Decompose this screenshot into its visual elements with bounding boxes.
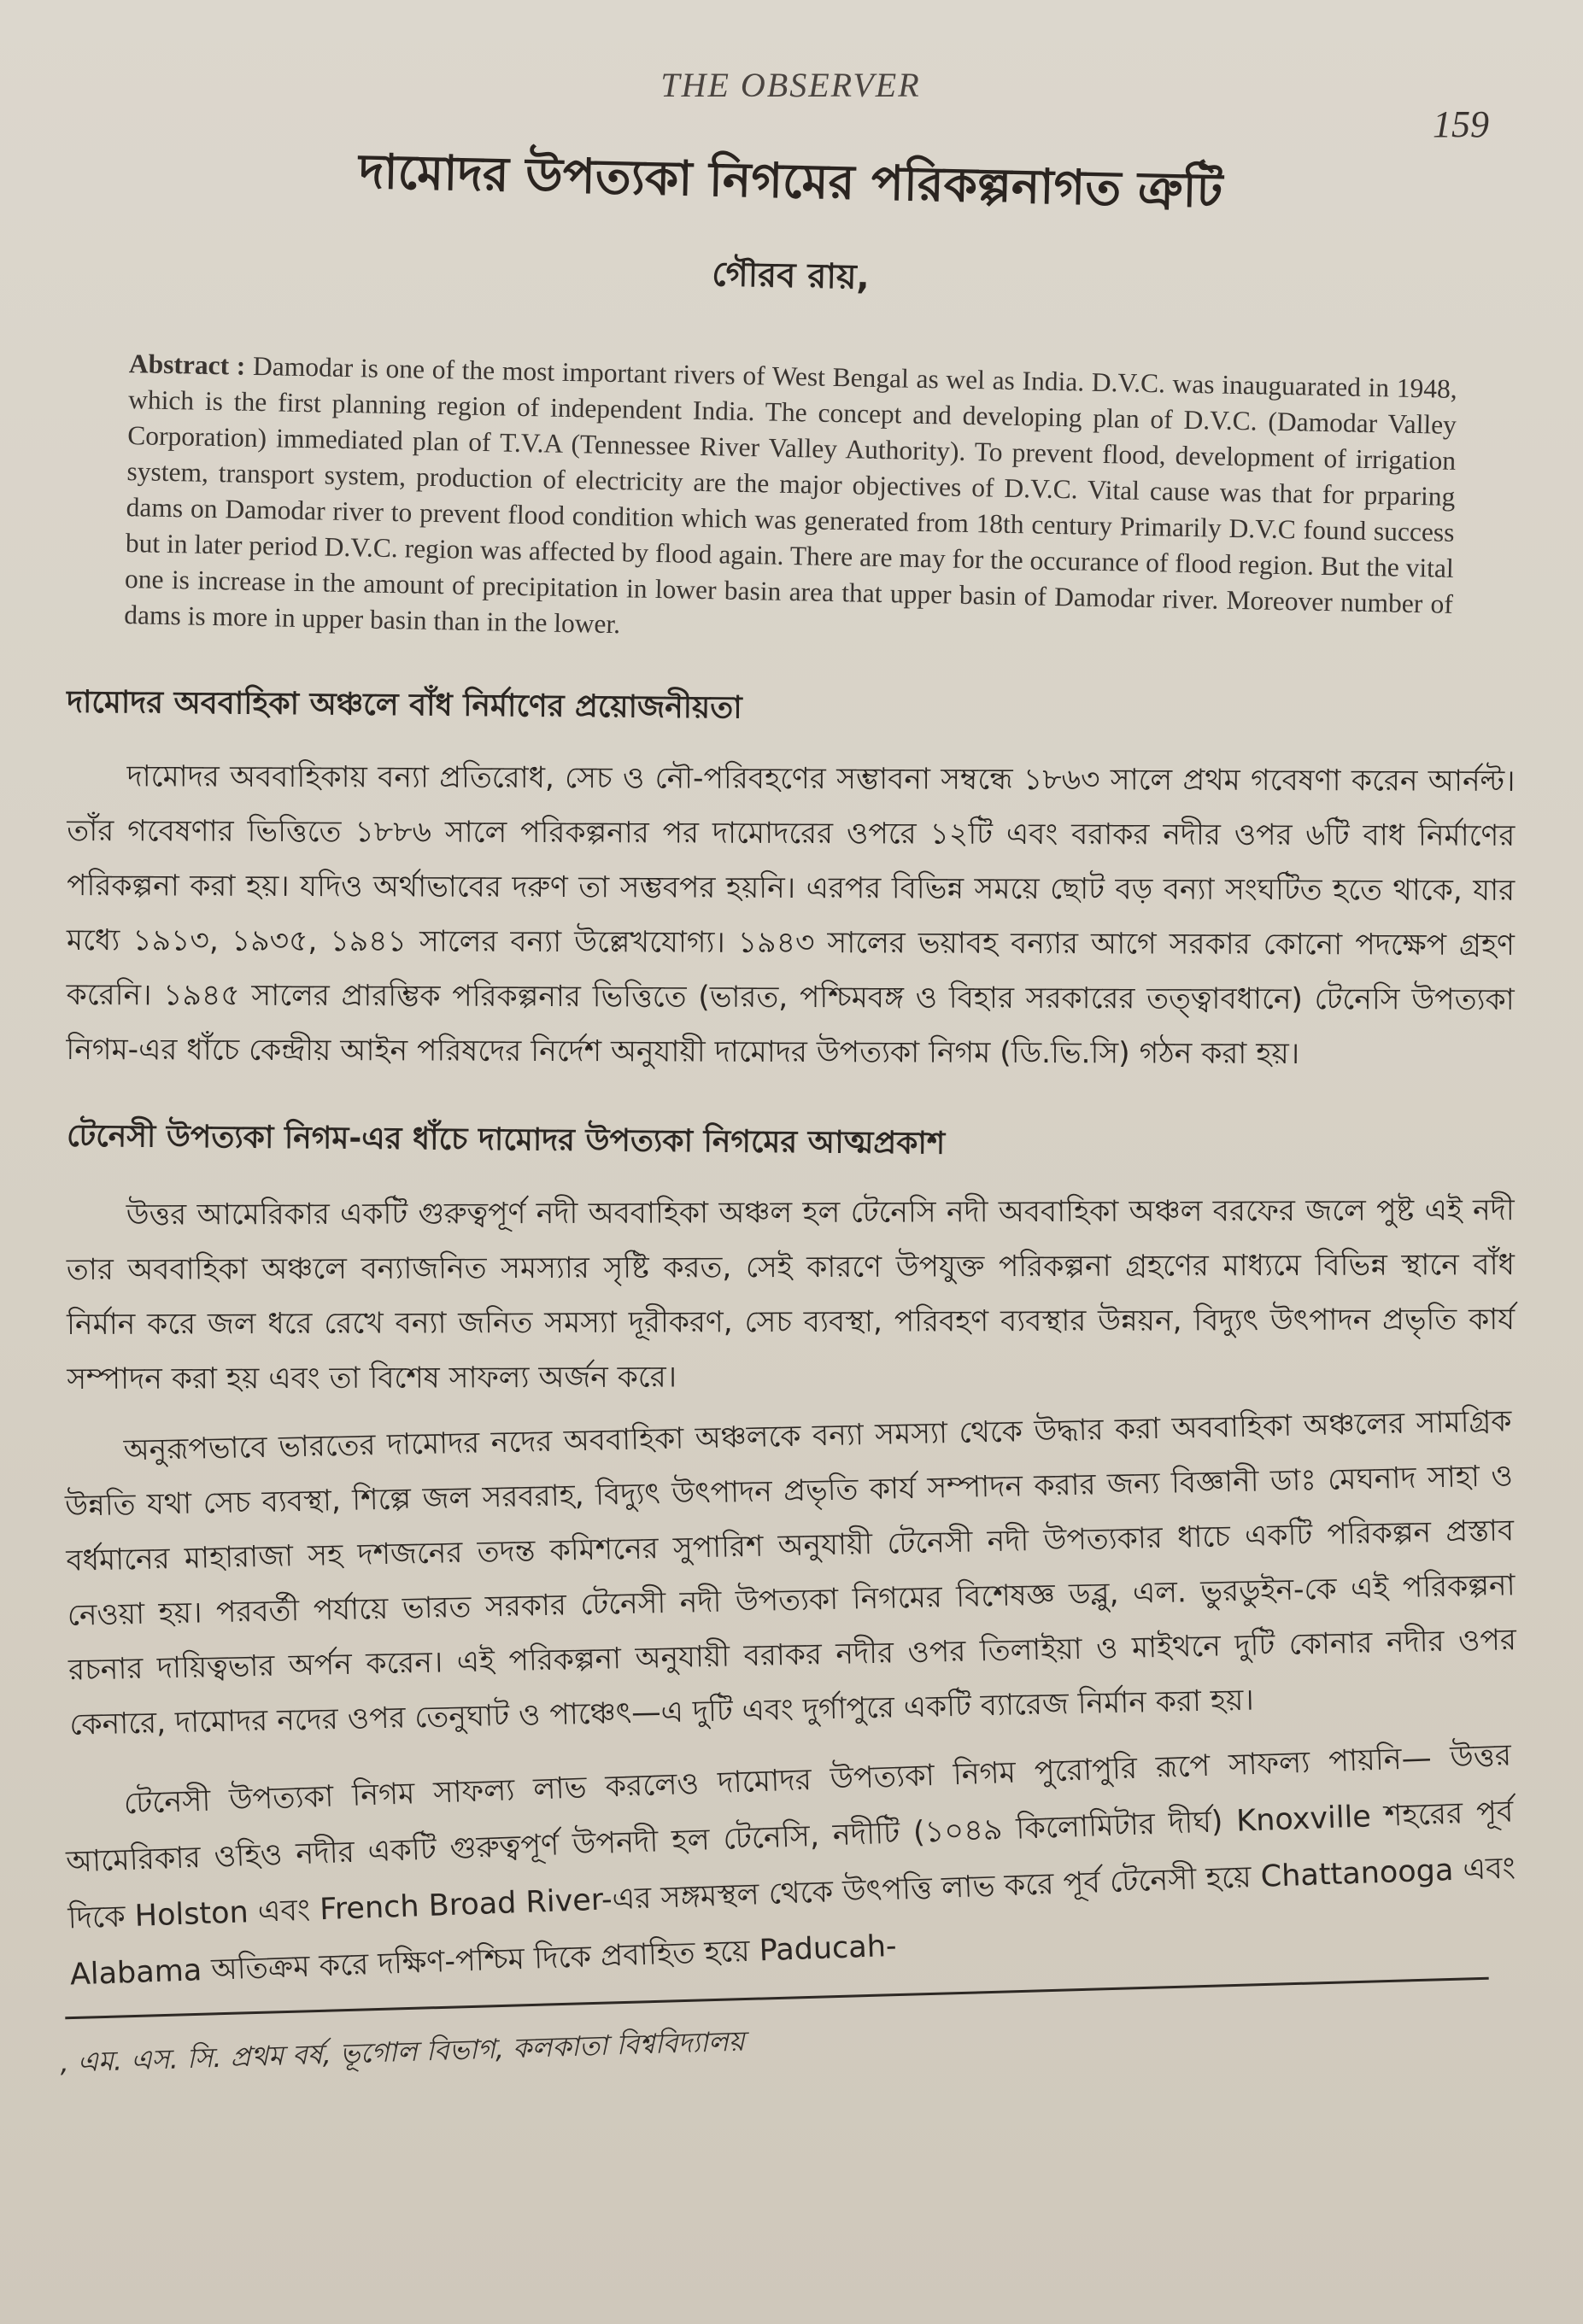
page-number: 159 xyxy=(1433,103,1489,145)
section-2-paragraph-2: অনুরূপভাবে ভারতের দামোদর নদের অববাহিকা অঞ্চলকে বন্যা সমস্যা থেকে উদ্ধার করা অববাহিকা অঞ্চলের সামগ্রিক উন্নতি যথা সেচ ব্যবস্থা, শিল্পে জল সরবরাহ, বিদ্যুৎ উৎপাদন প্রভৃতি কার্য সম্পাদন করার জন্য বিজ্ঞানী ডাঃ মেঘনাদ সাহা ও বর্ধমানের মাহারাজা সহ দশজনের তদন্ত কমিশনের সুপারিশ অনুযায়ী টেনেসী নদী উপত্যকার ধাচে একটি পরিকল্পন প্রস্তাব নেওয়া হয়। পরবর্তী পর্যায়ে ভারত সরকার টেনেসী নদী উপত্যকা নিগমের বিশেষজ্ঞ ডব্লু, এল. ভুরডুইন-কে এই পরিকল্পনা রচনার দায়িত্বভার অর্পন করেন। এই পরিকল্পনা অনুযায়ী বরাকর নদীর ওপর তিলাইয়া ও মাইথনে দুটি কোনার নদীর ওপর কেনারে, দামোদর নদের ওপর তেনুঘাট ও পাঞ্চেৎ—এ দুটি এবং দুর্গাপুরে একটি ব্যারেজ নির্মান করা হয়। xyxy=(64,1404,1517,1742)
section-heading-2: টেনেসী উপত্যকা নিগম-এর ধাঁচে দামোদর উপত্যকা নিগমের আত্মপ্রকাশ xyxy=(66,1118,946,1162)
section-3-paragraph: টেনেসী উপত্যকা নিগম সাফল্য লাভ করলেও দামোদর উপত্যকা নিগম পুরোপুরি রূপে সাফল্য পায়নি— উত্তর আমেরিকার ওহিও নদীর একটি গুরুত্বপূর্ণ উপনদী হল টেনেসি, নদীটি (১০৪৯ কিলোমিটার দীর্ঘ) Knoxville শহরের পূর্ব দিকে Holston এবং French Broad River-এর সঙ্গমস্থল থেকে উৎপত্তি লাভ করে পূর্ব টেনেসী হয়ে Chattanooga এবং Alabama অতিক্রম করে দক্ষিণ-পশ্চিম দিকে প্রবাহিত হয়ে Paducah- xyxy=(65,1738,1516,1993)
abstract-block xyxy=(124,346,1457,659)
abstract-label: Abstract : xyxy=(128,348,246,381)
section-1-paragraph: দামোদর অববাহিকায় বন্যা প্রতিরোধ, সেচ ও নৌ-পরিবহণের সম্ভাবনা সম্বন্ধে ১৮৬৩ সালে প্রথম গবেষণা করেন আর্নল্ট। তাঁর গবেষণার ভিত্তিতে ১৮৮৬ সালে পরিকল্পনার পর দামোদরের ওপরে ১২টি এবং বরাকর নদীর ওপর ৬টি বাধ নির্মাণের পরিকল্পনা করা হয়। যদিও অর্থাভাবের দরুণ তা সম্ভবপর হয়নি। এরপর বিভিন্ন সময়ে ছোট বড় বন্যা সংঘটিত হতে থাকে, যার মধ্যে ১৯১৩, ১৯৩৫, ১৯৪১ সালের বন্যা উল্লেখযোগ্য। ১৯৪৩ সালের ভয়াবহ বন্যার আগে সরকার কোনো পদক্ষেপ গ্রহণ করেনি। ১৯৪৫ সালের প্রারম্ভিক পরিকল্পনার ভিত্তিতে (ভারত, পশ্চিমবঙ্গ ও বিহার সরকারের তত্ত্বাবধানে) টেনেসি উপত্যকা নিগম-এর ধাঁচে কেন্দ্রীয় আইন পরিষদের নির্দেশ অনুযায়ী দামোদর উপত্যকা নিগম (ডি.ভি.সি) গঠন করা হয়। xyxy=(66,759,1516,1072)
journal-name: THE OBSERVER xyxy=(660,66,921,104)
article-author: গৌরব রায়, xyxy=(711,255,871,297)
section-2-paragraph-1: উত্তর আমেরিকার একটি গুরুত্বপূর্ণ নদী অববাহিকা অঞ্চল হল টেনেসি নদী অববাহিকা অঞ্চল বরফের জলে পুষ্ট এই নদী তার অববাহিকা অঞ্চলে বন্যাজনিত সমস্যার সৃষ্টি করত, সেই কারণে উপযুক্ত পরিকল্পনা গ্রহণের মাধ্যমে বিভিন্ন স্থানে বাঁধ নির্মান করে জল ধরে রেখে বন্যা জনিত সমস্যা দূরীকরণ, সেচ ব্যবস্থা, পরিবহণ ব্যবস্থার উন্নয়ন, বিদ্যুৎ উৎপাদন প্রভৃতি কার্য সম্পাদন করা হয় এবং তা বিশেষ সাফল্য অর্জন করে। xyxy=(66,1193,1516,1396)
abstract-text: Damodar is one of the most important rivers of West Bengal as wel as India. D.V.C. was inauguarated in 1948, which is the first planning region of independent India. The concept and developing plan of D.V.C. (Damodar Valley Corporation) immediated plan of T.V.A (Tennessee River Valley Authority). To prevent flood, development of irrigation system, transport system, production of electricity are the major objectives of D.V.C. Vital cause was that for prparing dams on Damodar river to prevent flood condition which was generated from 18th century Primarily D.V.C found success but in later period D.V.C. region was affected by flood again. There are may for the occurance of flood region. But the vital one is increase in the amount of precipitation in lower basin area that upper basin of Damodar river. Moreover number of dams is more in upper basin than in the lower. xyxy=(123,350,1458,640)
article-title: দামোদর উপত্যকা নিগমের পরিকল্পনাগত ত্রুটি xyxy=(358,143,1223,220)
section-heading-1: দামোদর অববাহিকা অঞ্চলে বাঁধ নির্মাণের প্রয়োজনীয়তা xyxy=(66,684,742,726)
footnote: , এম. এস. সি. প্রথম বর্ষ, ভূগোল বিভাগ, কলকাতা বিশ্ববিদ্যালয় xyxy=(59,2024,746,2079)
